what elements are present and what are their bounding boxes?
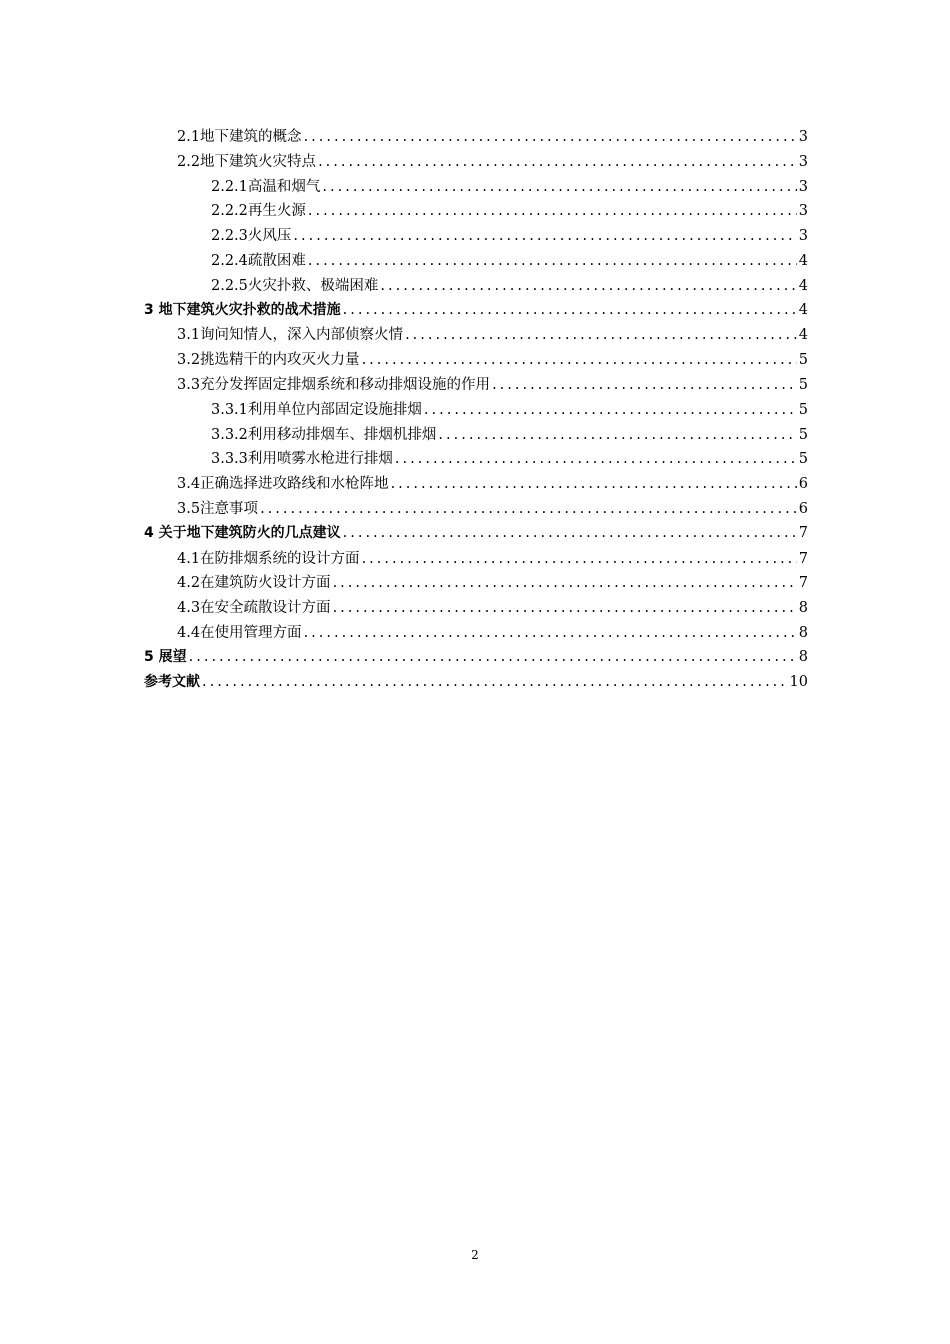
toc-leader-dots [304, 129, 797, 145]
toc-entry-title: 4.4在使用管理方面 [177, 624, 302, 641]
toc-entry[interactable] [144, 571, 808, 596]
page-number: 2 [471, 1248, 479, 1262]
toc-entry-page: 7 [798, 550, 808, 567]
toc-entry-page: 3 [798, 203, 808, 220]
toc-entry-page: 5 [798, 352, 808, 369]
toc-entry-title: 3 地下建筑火灾扑救的战术措施 [144, 301, 341, 318]
toc-entry-page: 3 [798, 129, 808, 145]
toc-leader-dots [293, 228, 796, 244]
toc-leader-dots [492, 377, 797, 393]
toc-leader-dots [395, 451, 797, 467]
toc-leader-dots [304, 625, 797, 641]
toc-leader-dots [424, 402, 797, 418]
toc-entry-title: 2.2.4疏散困难 [211, 252, 306, 269]
toc-leader-dots [189, 649, 797, 665]
toc-entry-title: 3.3.3利用喷雾水枪进行排烟 [211, 451, 393, 468]
toc-entry-title: 3.3.1利用单位内部固定设施排烟 [211, 401, 422, 418]
toc-entry[interactable] [144, 671, 808, 696]
toc-entry-page: 4 [798, 327, 808, 344]
toc-entry-title: 4.2在建筑防火设计方面 [177, 575, 331, 592]
toc-entry[interactable] [144, 522, 808, 547]
toc-entry-title: 2.2.2再生火源 [211, 203, 306, 220]
toc-leader-dots [322, 179, 796, 195]
toc-entry[interactable] [144, 447, 808, 472]
toc-leader-dots [308, 203, 797, 219]
toc-entry-page: 6 [798, 476, 808, 493]
toc-leader-dots [333, 600, 797, 616]
toc-entry[interactable] [144, 472, 808, 497]
toc-entry[interactable] [144, 274, 808, 299]
toc-entry[interactable] [144, 224, 808, 249]
toc-entry-page: 3 [798, 228, 808, 245]
toc-entry[interactable] [144, 423, 808, 448]
toc-leader-dots [318, 154, 797, 170]
toc-entry-page: 8 [798, 600, 808, 617]
toc-entry-title: 3.4正确选择进攻路线和水枪阵地 [177, 476, 389, 493]
toc-entry-page: 7 [798, 524, 808, 541]
toc-leader-dots [438, 427, 796, 443]
toc-entry-title: 参考文献 [144, 673, 200, 690]
toc-leader-dots [202, 674, 788, 690]
toc-entry-title: 2.2.1高温和烟气 [211, 178, 321, 195]
toc-entry[interactable] [144, 646, 808, 671]
toc-entry[interactable] [144, 398, 808, 423]
toc-entry-title: 4.1在防排烟系统的设计方面 [177, 550, 360, 567]
toc-leader-dots [333, 575, 797, 591]
toc-entry-title: 3.5注意事项 [177, 500, 259, 517]
toc-entry-title: 2.2.5火灾扑救、极端困难 [211, 277, 379, 294]
toc-entry-title: 2.2地下建筑火灾特点 [177, 153, 317, 170]
toc-entry[interactable] [144, 125, 808, 150]
toc-entry-page: 5 [798, 451, 808, 468]
toc-entry-page: 5 [798, 376, 808, 393]
toc-leader-dots [362, 551, 797, 567]
toc-entry[interactable] [144, 175, 808, 200]
toc-entry[interactable] [144, 323, 808, 348]
table-of-contents [144, 125, 808, 695]
toc-entry[interactable] [144, 199, 808, 224]
toc-entry[interactable] [144, 547, 808, 572]
toc-entry-title: 4 关于地下建筑防火的几点建议 [144, 524, 341, 541]
toc-leader-dots [380, 278, 796, 294]
toc-entry-page: 5 [798, 401, 808, 418]
toc-entry-page: 3 [798, 178, 808, 195]
toc-entry-page: 10 [789, 673, 808, 690]
toc-entry[interactable] [144, 621, 808, 646]
toc-entry-page: 7 [798, 575, 808, 592]
toc-entry-title: 4.3在安全疏散设计方面 [177, 600, 331, 617]
toc-entry[interactable] [144, 348, 808, 373]
toc-leader-dots [343, 302, 797, 318]
toc-leader-dots [343, 525, 797, 541]
toc-entry[interactable] [144, 373, 808, 398]
toc-leader-dots [362, 352, 797, 368]
toc-leader-dots [260, 501, 797, 517]
toc-entry-page: 3 [798, 153, 808, 170]
toc-entry-page: 5 [798, 426, 808, 443]
toc-entry-title: 5 展望 [144, 648, 187, 665]
toc-entry-page: 4 [798, 301, 808, 318]
toc-entry-title: 2.1地下建筑的概念 [177, 129, 302, 145]
toc-entry-page: 8 [798, 624, 808, 641]
toc-leader-dots [391, 476, 797, 492]
toc-entry-page: 4 [798, 277, 808, 294]
toc-entry-page: 8 [798, 648, 808, 665]
toc-entry-title: 2.2.3火风压 [211, 228, 292, 245]
toc-entry[interactable] [144, 249, 808, 274]
toc-leader-dots [308, 253, 797, 269]
toc-entry[interactable] [144, 497, 808, 522]
toc-entry-page: 4 [798, 252, 808, 269]
toc-entry[interactable] [144, 299, 808, 324]
toc-entry-title: 3.3充分发挥固定排烟系统和移动排烟设施的作用 [177, 376, 491, 393]
toc-entry[interactable] [144, 150, 808, 175]
toc-entry-title: 3.3.2利用移动排烟车、排烟机排烟 [211, 426, 437, 443]
toc-entry-title: 3.1询问知情人，深入内部侦察火情 [177, 327, 404, 344]
toc-entry-page: 6 [798, 500, 808, 517]
toc-leader-dots [405, 327, 797, 343]
toc-entry[interactable] [144, 596, 808, 621]
toc-entry-title: 3.2挑选精干的内攻灭火力量 [177, 352, 360, 369]
